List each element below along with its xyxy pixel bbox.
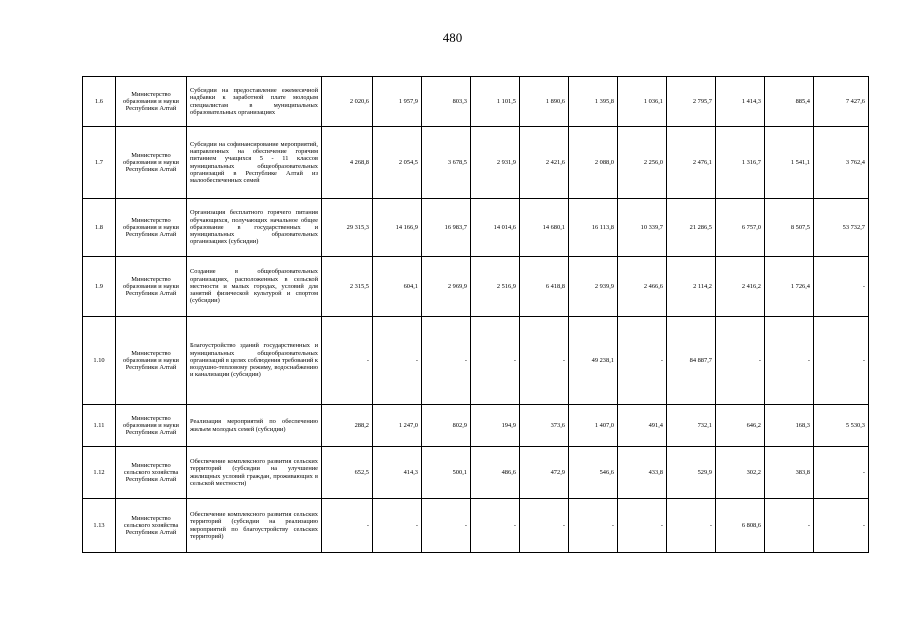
value-cell: - [422,317,471,405]
executor-cell: Министерство образования и науки Республики Алтай [116,199,187,257]
value-cell: 6 418,8 [520,257,569,317]
value-cell: 2 088,0 [569,127,618,199]
value-cell: 302,2 [716,447,765,499]
value-cell: 529,9 [667,447,716,499]
measure-name-cell: Организация бесплатного горячего питания обучающихся, получающих начальное общее образование в государственных и муниципальных образовательных организациях (субсидии) [187,199,322,257]
measure-name-cell: Субсидии на предоставление ежемесячной надбавки к заработной плате молодым специалистам в муниципальных образовательных организациях [187,77,322,127]
value-cell: - [814,317,869,405]
table-row [83,317,869,405]
value-cell: 433,8 [618,447,667,499]
executor-cell: Министерство образования и науки Республики Алтай [116,127,187,199]
value-cell: 2 476,1 [667,127,716,199]
executor-cell: Министерство сельского хозяйства Республики Алтай [116,447,187,499]
row-number: 1.8 [83,199,116,257]
value-cell: - [618,499,667,553]
value-cell: 373,6 [520,405,569,447]
table-row [83,447,869,499]
value-cell: 1 890,6 [520,77,569,127]
value-cell: 383,8 [765,447,814,499]
value-cell: 6 808,6 [716,499,765,553]
value-cell: - [373,317,422,405]
value-cell: - [716,317,765,405]
executor-cell: Министерство образования и науки Республики Алтай [116,317,187,405]
value-cell: - [373,499,422,553]
measure-name-cell: Реализация мероприятий по обеспечению жильем молодых семей (субсидии) [187,405,322,447]
value-cell: 2 114,2 [667,257,716,317]
value-cell: 288,2 [322,405,373,447]
table-row [83,405,869,447]
value-cell: 1 036,1 [618,77,667,127]
value-cell: 16 983,7 [422,199,471,257]
value-cell: - [520,499,569,553]
value-cell: - [422,499,471,553]
value-cell: 1 726,4 [765,257,814,317]
value-cell: 2 969,9 [422,257,471,317]
value-cell: 1 395,8 [569,77,618,127]
value-cell: 2 931,9 [471,127,520,199]
value-cell: 491,4 [618,405,667,447]
value-cell: 500,1 [422,447,471,499]
value-cell: 2 020,6 [322,77,373,127]
row-number: 1.7 [83,127,116,199]
page-number: 480 [442,30,463,45]
value-cell: - [471,317,520,405]
value-cell: - [814,257,869,317]
value-cell: 10 339,7 [618,199,667,257]
table-row [83,257,869,317]
executor-cell: Министерство образования и науки Республики Алтай [116,257,187,317]
executor-cell: Министерство образования и науки Республики Алтай [116,405,187,447]
row-number: 1.6 [83,77,116,127]
value-cell: 604,1 [373,257,422,317]
value-cell: 2 939,9 [569,257,618,317]
value-cell: 168,3 [765,405,814,447]
value-cell: 3 762,4 [814,127,869,199]
value-cell: - [814,499,869,553]
value-cell: - [765,317,814,405]
value-cell: - [569,499,618,553]
row-number: 1.9 [83,257,116,317]
value-cell: - [520,317,569,405]
value-cell: 2 466,6 [618,257,667,317]
table-row [83,499,869,553]
value-cell: - [765,499,814,553]
value-cell: 53 732,7 [814,199,869,257]
value-cell: 14 166,9 [373,199,422,257]
value-cell: 49 238,1 [569,317,618,405]
value-cell: 16 113,8 [569,199,618,257]
row-number: 1.13 [83,499,116,553]
value-cell: 2 516,9 [471,257,520,317]
value-cell: 1 541,1 [765,127,814,199]
value-cell: 486,6 [471,447,520,499]
measure-name-cell: Субсидии на софинансирование мероприятий, направленных на обеспечение горячим питанием учащихся 5 - 11 классов муниципальных общеобразовательных организаций в Республике Алтай из малообеспеченных семей [187,127,322,199]
value-cell: - [322,317,373,405]
value-cell: 21 286,5 [667,199,716,257]
value-cell: 414,3 [373,447,422,499]
row-number: 1.12 [83,447,116,499]
value-cell: 885,4 [765,77,814,127]
value-cell: 472,9 [520,447,569,499]
value-cell: 7 427,6 [814,77,869,127]
value-cell: 6 757,0 [716,199,765,257]
value-cell: 3 678,5 [422,127,471,199]
value-cell: 2 054,5 [373,127,422,199]
value-cell: 14 680,1 [520,199,569,257]
value-cell: 2 315,5 [322,257,373,317]
value-cell: - [471,499,520,553]
value-cell: 1 407,0 [569,405,618,447]
value-cell: 732,1 [667,405,716,447]
executor-cell: Министерство сельского хозяйства Республики Алтай [116,499,187,553]
table-row [83,199,869,257]
value-cell: - [322,499,373,553]
value-cell: 5 530,3 [814,405,869,447]
measure-name-cell: Благоустройство зданий государственных и муниципальных общеобразовательных организаций в целях соблюдения требований к воздушно-тепловому режиму, водоснабжению и канализации (субсидии) [187,317,322,405]
value-cell: 652,5 [322,447,373,499]
value-cell: 84 887,7 [667,317,716,405]
value-cell: 1 316,7 [716,127,765,199]
value-cell: 1 414,3 [716,77,765,127]
budget-table [82,76,869,553]
value-cell: 546,6 [569,447,618,499]
executor-cell: Министерство образования и науки Республики Алтай [116,77,187,127]
value-cell: 1 247,0 [373,405,422,447]
measure-name-cell: Обеспечение комплексного развития сельских территорий (субсидии на улучшение жилищных условий граждан, проживающих в сельской местности) [187,447,322,499]
value-cell: 194,9 [471,405,520,447]
table-row [83,77,869,127]
measure-name-cell: Обеспечение комплексного развития сельских территорий (субсидии на реализацию мероприятий по благоустройству сельских территорий) [187,499,322,553]
row-number: 1.11 [83,405,116,447]
value-cell: 2 256,0 [618,127,667,199]
value-cell: 802,9 [422,405,471,447]
value-cell: 29 315,3 [322,199,373,257]
value-cell: 646,2 [716,405,765,447]
value-cell: 1 101,5 [471,77,520,127]
value-cell: 803,3 [422,77,471,127]
table-row [83,127,869,199]
value-cell: 1 957,9 [373,77,422,127]
row-number: 1.10 [83,317,116,405]
value-cell: 4 268,8 [322,127,373,199]
value-cell: 2 795,7 [667,77,716,127]
value-cell: 2 421,6 [520,127,569,199]
value-cell: 8 507,5 [765,199,814,257]
measure-name-cell: Создание в общеобразовательных организациях, расположенных в сельской местности и малых городах, условий для занятий физической культурой и спортом (субсидии) [187,257,322,317]
value-cell: 2 416,2 [716,257,765,317]
value-cell: - [814,447,869,499]
value-cell: 14 014,6 [471,199,520,257]
value-cell: - [667,499,716,553]
value-cell: - [618,317,667,405]
